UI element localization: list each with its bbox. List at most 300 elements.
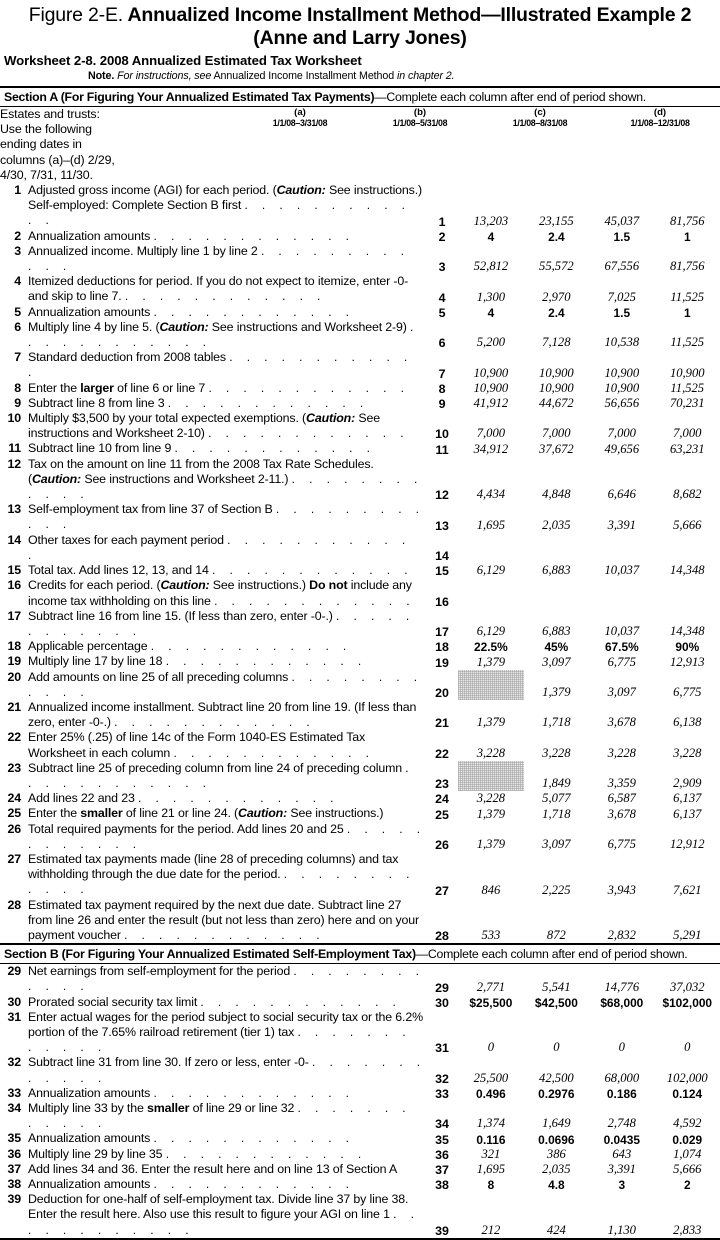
value-cell-a19-d[interactable]: 12,913 [669, 654, 705, 669]
row-number-box: 34 [435, 1117, 449, 1132]
row-line-number: 9 [14, 395, 21, 410]
value-cell-a13-b[interactable]: 2,035 [542, 517, 571, 532]
value-cell-a5-d[interactable]: 1 [683, 305, 691, 320]
row-line-number: 33 [7, 1085, 21, 1100]
value-cell-a15-a[interactable]: 6,129 [476, 563, 506, 578]
row-line-number: 38 [7, 1177, 21, 1192]
row-description-cell [0, 396, 426, 411]
value-cell-a28-d[interactable]: 5,291 [673, 928, 702, 943]
section-a-header [0, 86, 720, 107]
value-cell-a16-b[interactable] [524, 578, 589, 608]
row-number-box: 33 [435, 1087, 449, 1101]
value-cell-b31-a[interactable]: 0 [487, 1040, 495, 1055]
value-cell-a27-a[interactable]: 846 [481, 882, 501, 897]
row-description-cell [0, 1192, 426, 1238]
value-cell-b29-c[interactable]: 14,776 [604, 979, 640, 994]
row-number-box: 27 [435, 883, 449, 898]
value-cell-a3-a[interactable]: 52,812 [473, 259, 509, 274]
value-cell-a6-c[interactable]: 10,538 [604, 335, 640, 350]
note-italic-2: in chapter 2. [396, 70, 455, 82]
value-cell-a21-d[interactable]: 6,138 [673, 715, 702, 730]
row-line-number: 16 [7, 578, 21, 593]
row-description-text: Enter the larger of line 6 or line 7 . . . . . . . . . . . . [28, 380, 410, 395]
row-description-text: Subtract line 25 of preceding column from line 24 of preceding column . . . . . . . . . . . . [28, 760, 415, 790]
row-line-number: 39 [7, 1192, 21, 1207]
row-description-text: Itemized deductions for period. If you do not expect to itemize, enter -0- and skip to line 7. . . . . . . . . . . . . [28, 274, 409, 304]
row-line-number: 19 [7, 654, 21, 669]
value-cell-a8-a[interactable]: 10,900 [473, 380, 509, 395]
value-cell-a1-d[interactable]: 81,756 [669, 213, 705, 228]
row-description-text: Deduction for one-half of self-employment tax. Divide line 37 by line 38. Enter the result here. Also use this result to figure your AGI on line 1 . . . . . . . . . . . . [28, 1192, 420, 1237]
value-cell-b32-a[interactable]: 25,500 [473, 1070, 509, 1085]
column-header-d [600, 107, 720, 183]
value-cell-a26-a[interactable]: 1,379 [476, 836, 506, 851]
worksheet-row [0, 1162, 720, 1177]
column-dates-a: 1/1/08–3/31/08 [272, 118, 328, 128]
value-cell-b30-a[interactable]: $25,500 [469, 995, 513, 1010]
value-cell-a14-c[interactable] [589, 533, 654, 563]
value-cell-a17-a[interactable]: 6,129 [476, 624, 506, 639]
leader-dots: . . . . . . . . . . . . [114, 715, 316, 730]
worksheet-row [0, 411, 720, 441]
leader-dots: . . . . . . . . . . . . [174, 441, 376, 456]
value-cell-b33-d[interactable]: 0.124 [672, 1087, 703, 1101]
row-number-box: 17 [435, 625, 449, 640]
value-cell-b39-a[interactable]: 212 [481, 1222, 501, 1237]
leader-dots: . . . . . . . . . . . . [153, 1177, 355, 1192]
value-cell-a4-b[interactable]: 2,970 [542, 289, 571, 304]
row-description-cell [0, 964, 426, 994]
row-description-text: Add lines 22 and 23 . . . . . . . . . . . . [28, 791, 339, 806]
column-letter-d: (d) [653, 107, 667, 118]
value-cell-a11-b[interactable]: 37,672 [539, 441, 574, 456]
value-cell-a26-d[interactable]: 12,912 [669, 836, 705, 851]
value-cell-a3-d[interactable]: 81,756 [669, 259, 705, 274]
row-number-box: 9 [438, 397, 446, 412]
value-cell-a24-a[interactable]: 3,228 [476, 791, 506, 806]
row-description-text: Tax on the amount on line 11 from the 2008 Tax Rate Schedules. (Caution: See instructions and Worksheet 2-11.) . . . . . . . . . . . . [28, 456, 423, 502]
leader-dots: . . . . . . . . . . . . [28, 1207, 420, 1237]
value-cell-a18-c[interactable]: 67.5% [604, 640, 639, 655]
row-description-cell [0, 1131, 426, 1146]
value-cell-a26-c[interactable]: 6,775 [607, 836, 636, 851]
value-cell-b35-a[interactable]: 0.116 [476, 1132, 506, 1147]
value-cell-b39-d[interactable]: 2,833 [673, 1222, 702, 1237]
row-line-number: 34 [7, 1101, 21, 1115]
value-cell-a9-a[interactable]: 41,912 [473, 396, 509, 411]
value-cell-a17-c[interactable]: 10,037 [604, 624, 640, 639]
value-cell-a7-b[interactable]: 10,900 [539, 365, 574, 380]
section-b-tail: —Complete each column after end of period shown. [415, 947, 688, 962]
value-cell-a9-c[interactable]: 56,656 [604, 396, 640, 411]
title-block [0, 0, 720, 86]
row-description-text: Estimated tax payments made (line 28 of preceding columns) and tax withholding through the due date for the period. . . . . . . . . . . . . [28, 851, 415, 897]
worksheet-label: Worksheet 2-8. 2008 Annualized Estimated Tax Worksheet [4, 53, 362, 68]
row-description-text: Annualized income. Multiply line 1 by line 2 . . . . . . . . . . . . [28, 243, 410, 274]
row-description-text: Subtract line 8 from line 3 . . . . . . . . . . . . [28, 395, 369, 410]
row-description-text: Enter 25% (.25) of line 14c of the Form 1040-ES Estimated Tax Worksheet in each column . . . . . . . . . . . . [28, 730, 375, 760]
leader-dots: . . . . . . . . . . . . [165, 654, 367, 669]
value-cell-a14-d[interactable] [655, 533, 720, 563]
figure-heading-line2: (Anne and Larry Jones) [253, 27, 467, 49]
leader-dots: . . . . . . . . . . . . [214, 593, 415, 608]
worksheet-row [0, 791, 720, 806]
row-description-text: Annualization amounts . . . . . . . . . . . . [28, 228, 355, 243]
value-cell-a10-d[interactable]: 7,000 [673, 426, 702, 441]
value-cell-a11-a[interactable]: 34,912 [473, 441, 509, 456]
worksheet-row [0, 381, 720, 396]
row-number-box: 23 [435, 777, 449, 792]
row-number-box: 6 [438, 336, 446, 351]
value-cell-b37-c[interactable]: 3,391 [607, 1162, 636, 1177]
value-cell-b38-a[interactable]: 8 [487, 1178, 495, 1193]
value-cell-a10-b[interactable]: 7,000 [542, 426, 571, 441]
value-cell-a15-b[interactable]: 6,883 [542, 563, 571, 578]
value-cell-b36-d[interactable]: 1,074 [673, 1146, 702, 1161]
estates-trusts-note [0, 107, 120, 183]
value-cell-a25-a[interactable]: 1,379 [476, 806, 506, 821]
value-cell-b32-d[interactable]: 102,000 [666, 1070, 708, 1085]
row-line-number: 4 [14, 274, 21, 289]
value-cell-a8-c[interactable]: 10,900 [604, 380, 640, 395]
value-cell-b31-d[interactable]: 0 [684, 1040, 691, 1055]
row-description-text: Adjusted gross income (AGI) for each period. (Caution: See instructions.) Self-employed: Complete Section B first . . . . . . . . . . . . [28, 183, 422, 228]
row-description-cell [0, 441, 426, 456]
value-cell-a4-d[interactable]: 11,525 [670, 289, 705, 304]
value-cell-a8-b[interactable]: 10,900 [539, 380, 574, 395]
value-cell-a1-a[interactable]: 13,203 [473, 213, 509, 228]
section-a-tail: —Complete each column after end of period shown. [374, 90, 646, 104]
value-cell-a15-d[interactable]: 14,348 [669, 563, 705, 578]
value-cell-a28-b[interactable]: 872 [546, 928, 566, 943]
row-description-text: Add lines 34 and 36. Enter the result here and on line 13 of Section A [28, 1161, 398, 1176]
value-cell-a27-b[interactable]: 2,225 [542, 882, 571, 897]
value-cell-a12-a[interactable]: 4,434 [476, 487, 506, 502]
value-cell-a10-c[interactable]: 7,000 [607, 426, 636, 441]
value-cell-b32-c[interactable]: 68,000 [604, 1070, 640, 1085]
value-cell-b35-b[interactable]: 0.0696 [538, 1132, 575, 1147]
value-cell-a16-a[interactable] [458, 578, 523, 608]
leader-dots: . . . . . . . . . . . . [28, 502, 425, 532]
column-dates-d: 1/1/08–12/31/08 [630, 118, 690, 128]
value-cell-b30-d[interactable]: $102,000 [662, 995, 713, 1010]
row-number-box: 10 [435, 427, 449, 442]
row-description-text: Subtract line 10 from line 9 . . . . . . . . . . . . [28, 441, 376, 456]
value-cell-a19-a[interactable]: 1,379 [476, 654, 506, 669]
value-cell-a20-a[interactable] [458, 670, 523, 700]
value-cell-a5-c[interactable]: 1.5 [613, 305, 631, 320]
value-cell-a12-c[interactable]: 6,646 [607, 487, 636, 502]
row-description-cell [0, 609, 426, 639]
value-cell-b35-d[interactable]: 0.029 [672, 1132, 703, 1147]
section-b-table [0, 964, 720, 1238]
value-cell-b36-b[interactable]: 386 [546, 1146, 566, 1161]
value-cell-a27-c[interactable]: 3,943 [607, 882, 636, 897]
worksheet-row [0, 1131, 720, 1146]
row-number-box: 4 [438, 290, 446, 305]
value-cell-a22-c[interactable]: 3,228 [607, 745, 636, 760]
value-cell-b33-a[interactable]: 0.496 [476, 1087, 506, 1101]
value-cell-a22-a[interactable]: 3,228 [476, 745, 506, 760]
row-description-text: Annualization amounts . . . . . . . . . . . . [28, 1131, 355, 1146]
value-cell-a28-a[interactable]: 533 [481, 928, 501, 943]
row-line-number: 20 [7, 669, 21, 684]
value-cell-b31-b[interactable]: 0 [553, 1040, 560, 1055]
leader-dots: . . . . . . . . . . . . [153, 1131, 355, 1146]
worksheet-row [0, 563, 720, 578]
note-italic-1: For instructions, see [117, 70, 212, 82]
value-cell-b34-c[interactable]: 2,748 [607, 1116, 636, 1131]
leader-dots: . . . . . . . . . . . . [28, 243, 410, 274]
value-cell-a21-c[interactable]: 3,678 [607, 715, 636, 730]
value-cell-a23-c[interactable]: 3,359 [607, 776, 636, 791]
value-cell-a17-b[interactable]: 6,883 [542, 624, 571, 639]
value-cell-a6-a[interactable]: 5,200 [476, 335, 506, 350]
value-cell-b38-d[interactable]: 2 [683, 1178, 691, 1193]
value-cell-b36-c[interactable]: 643 [612, 1146, 632, 1161]
value-cell-a26-b[interactable]: 3,097 [542, 836, 571, 851]
value-cell-a23-b[interactable]: 1,849 [542, 776, 571, 791]
value-cell-b31-c[interactable]: 0 [618, 1040, 625, 1055]
value-cell-b37-b[interactable]: 2,035 [542, 1162, 571, 1177]
worksheet-row [0, 396, 720, 411]
row-description-cell [0, 730, 426, 760]
value-cell-a7-c[interactable]: 10,900 [604, 365, 640, 380]
row-description-text: Multiply line 17 by line 18 . . . . . . . . . . . . [28, 654, 367, 669]
value-cell-a5-b[interactable]: 2.4 [548, 305, 565, 320]
value-cell-a19-b[interactable]: 3,097 [542, 654, 571, 669]
worksheet-row [0, 898, 720, 944]
worksheet-row [0, 639, 720, 654]
value-cell-a13-d[interactable]: 5,666 [673, 517, 702, 532]
row-description-cell [0, 761, 426, 791]
row-description-text: Subtract line 31 from line 30. If zero or less, enter -0- . . . . . . . . . . . . [28, 1055, 426, 1085]
row-line-number: 31 [7, 1009, 21, 1024]
worksheet-row [0, 995, 720, 1010]
row-number-box: 22 [435, 746, 449, 761]
value-cell-a24-d[interactable]: 6,137 [673, 791, 702, 806]
value-cell-a17-d[interactable]: 14,348 [669, 624, 705, 639]
value-cell-b29-b[interactable]: 5,541 [542, 979, 571, 994]
value-cell-a24-b[interactable]: 5,077 [542, 791, 571, 806]
row-number-box: 21 [435, 716, 449, 731]
value-cell-b38-b[interactable]: 4.8 [548, 1178, 565, 1193]
value-cell-a10-a[interactable]: 7,000 [476, 426, 506, 441]
row-number-box: 37 [435, 1163, 449, 1178]
value-cell-a23-d[interactable]: 2,909 [673, 776, 702, 791]
row-line-number: 13 [7, 502, 21, 517]
value-cell-a6-d[interactable]: 11,525 [670, 335, 705, 350]
row-number-box: 31 [435, 1041, 449, 1056]
value-cell-a8-d[interactable]: 11,525 [670, 380, 705, 395]
row-description-text: Total tax. Add lines 12, 13, and 14 . . . . . . . . . . . . [28, 563, 413, 578]
value-cell-a13-a[interactable]: 1,695 [476, 517, 506, 532]
value-cell-b32-b[interactable]: 42,500 [539, 1070, 574, 1085]
row-description-text: Add amounts on line 25 of all preceding columns . . . . . . . . . . . . [28, 669, 423, 699]
leader-dots: . . . . . . . . . . . . [28, 608, 415, 638]
worksheet-row [0, 274, 720, 304]
value-cell-a3-c[interactable]: 67,556 [604, 259, 640, 274]
value-cell-a19-c[interactable]: 6,775 [607, 654, 636, 669]
value-cell-b30-c[interactable]: $68,000 [600, 995, 644, 1010]
value-cell-a2-c[interactable]: 1.5 [613, 229, 631, 244]
worksheet-row [0, 305, 720, 320]
row-description-cell [0, 411, 426, 441]
leader-dots: . . . . . . . . . . . . [28, 319, 419, 350]
value-cell-a5-a[interactable]: 4 [487, 305, 495, 320]
value-cell-a16-d[interactable] [655, 578, 720, 608]
row-description-cell [0, 1162, 426, 1177]
value-cell-a24-c[interactable]: 6,587 [607, 791, 636, 806]
row-description-cell [0, 700, 426, 730]
row-line-number: 6 [14, 319, 21, 334]
row-description-text: Prorated social security tax limit . . . . . . . . . . . . [28, 994, 402, 1009]
row-description-text: Total required payments for the period. Add lines 20 and 25 . . . . . . . . . . . . [28, 821, 426, 851]
row-description-cell [0, 183, 426, 229]
row-number-box: 12 [435, 488, 449, 503]
worksheet-row [0, 229, 720, 244]
value-cell-a21-a[interactable]: 1,379 [476, 715, 506, 730]
value-cell-a12-b[interactable]: 4,848 [542, 487, 571, 502]
estates-line-2: 4/30, 7/31, 11/30. [0, 167, 93, 182]
value-cell-a28-c[interactable]: 2,832 [607, 928, 636, 943]
value-cell-b34-a[interactable]: 1,374 [476, 1116, 506, 1131]
value-cell-b29-d[interactable]: 37,032 [669, 979, 705, 994]
value-cell-b34-d[interactable]: 4,592 [673, 1116, 702, 1131]
worksheet-row [0, 320, 720, 350]
row-line-number: 15 [7, 563, 21, 578]
value-cell-b37-d[interactable]: 5,666 [673, 1162, 702, 1177]
row-number-box: 39 [435, 1223, 449, 1238]
leader-dots: . . . . . . . . . . . . [28, 964, 425, 994]
row-line-number: 35 [7, 1131, 21, 1146]
worksheet-row [0, 852, 720, 898]
value-cell-a22-d[interactable]: 3,228 [673, 745, 702, 760]
row-number-box: 38 [435, 1178, 449, 1193]
section-b-label: Section B (For Figuring Your Annualized Estimated Self-Employment Tax) [4, 947, 416, 962]
row-description-text: Net earnings from self-employment for the period . . . . . . . . . . . . [28, 964, 425, 994]
value-cell-a18-d[interactable]: 90% [675, 640, 700, 655]
value-cell-a9-b[interactable]: 44,672 [539, 396, 574, 411]
worksheet-row [0, 964, 720, 994]
row-description-cell [0, 1055, 426, 1085]
value-cell-a4-c[interactable]: 7,025 [607, 289, 636, 304]
value-cell-b39-c[interactable]: 1,130 [607, 1222, 636, 1237]
value-cell-b34-b[interactable]: 1,649 [542, 1116, 571, 1131]
value-cell-a27-d[interactable]: 7,621 [673, 882, 702, 897]
value-cell-a25-d[interactable]: 6,137 [673, 806, 702, 821]
row-number-box: 18 [435, 640, 449, 655]
value-cell-a22-b[interactable]: 3,228 [542, 745, 571, 760]
value-cell-a2-d[interactable]: 1 [683, 229, 691, 244]
row-number-box: 26 [435, 837, 449, 852]
column-header-table [0, 107, 720, 183]
value-cell-a3-b[interactable]: 55,572 [539, 259, 574, 274]
value-cell-a13-c[interactable]: 3,391 [607, 517, 636, 532]
value-cell-a25-c[interactable]: 3,678 [607, 806, 636, 821]
value-cell-a11-d[interactable]: 63,231 [669, 441, 705, 456]
column-header-c [480, 107, 600, 183]
value-cell-a20-c[interactable]: 3,097 [607, 684, 636, 699]
worksheet-row [0, 1147, 720, 1162]
value-cell-b29-a[interactable]: 2,771 [476, 979, 506, 994]
row-description-cell [0, 654, 426, 669]
worksheet-row [0, 761, 720, 791]
value-cell-a16-c[interactable] [589, 578, 654, 608]
row-description-text: Multiply line 29 by line 35 . . . . . . . . . . . . [28, 1146, 367, 1161]
value-cell-a12-d[interactable]: 8,682 [673, 487, 702, 502]
value-cell-a1-b[interactable]: 23,155 [539, 213, 574, 228]
figure-label: Figure 2-E. [28, 4, 123, 26]
value-cell-a11-c[interactable]: 49,656 [604, 441, 640, 456]
row-line-number: 28 [7, 897, 21, 912]
worksheet-row [0, 609, 720, 639]
column-header-b [360, 107, 480, 183]
row-number-box: 2 [438, 229, 446, 244]
worksheet-row [0, 1086, 720, 1101]
value-cell-b38-c[interactable]: 3 [618, 1178, 626, 1193]
worksheet-row [0, 350, 720, 380]
row-number-box: 36 [435, 1147, 449, 1162]
value-cell-a2-a[interactable]: 4 [487, 229, 495, 244]
row-number-box: 32 [435, 1071, 449, 1086]
row-line-number: 2 [14, 228, 21, 243]
value-cell-a1-c[interactable]: 45,037 [604, 213, 640, 228]
value-cell-b37-a[interactable]: 1,695 [476, 1162, 506, 1177]
value-cell-a2-b[interactable]: 2.4 [548, 229, 565, 244]
row-number-box: 13 [435, 518, 449, 533]
column-letter-a: (a) [294, 107, 306, 118]
value-cell-b30-b[interactable]: $42,500 [534, 995, 578, 1010]
value-cell-b33-b[interactable]: 0.2976 [538, 1087, 575, 1101]
value-cell-a14-b[interactable] [524, 533, 589, 563]
worksheet-row [0, 1010, 720, 1056]
value-cell-b36-a[interactable]: 321 [481, 1146, 501, 1161]
row-number-box: 15 [435, 564, 449, 579]
value-cell-a23-a[interactable] [458, 761, 523, 791]
value-cell-a21-b[interactable]: 1,718 [542, 715, 571, 730]
value-cell-a14-a[interactable] [458, 533, 523, 563]
row-description-text: Standard deduction from 2008 tables . . . . . . . . . . . . [28, 350, 413, 380]
leader-dots: . . . . . . . . . . . . [137, 791, 339, 806]
value-cell-a6-b[interactable]: 7,128 [542, 335, 571, 350]
value-cell-a18-a[interactable]: 22.5% [474, 640, 508, 655]
value-cell-a7-d[interactable]: 10,900 [669, 365, 705, 380]
worksheet-row [0, 654, 720, 669]
row-description-cell [0, 806, 426, 821]
value-cell-b39-b[interactable]: 424 [546, 1222, 566, 1237]
leader-dots: . . . . . . . . . . . . [208, 426, 409, 441]
value-cell-a7-a[interactable]: 10,900 [473, 365, 509, 380]
row-number-box: 16 [435, 594, 449, 609]
note-plain: Annualized Income Installment Method [213, 70, 395, 82]
value-cell-b35-c[interactable]: 0.0435 [603, 1132, 640, 1147]
value-cell-a4-a[interactable]: 1,300 [476, 289, 506, 304]
row-description-cell [0, 533, 426, 563]
value-cell-a20-d[interactable]: 6,775 [673, 684, 702, 699]
row-number-box: 30 [435, 995, 449, 1010]
value-cell-a9-d[interactable]: 70,231 [669, 396, 705, 411]
value-cell-a20-b[interactable]: 1,379 [542, 684, 571, 699]
value-cell-a25-b[interactable]: 1,718 [542, 806, 571, 821]
leader-dots: . . . . . . . . . . . . [150, 639, 352, 654]
row-description-cell [0, 381, 426, 396]
value-cell-b33-c[interactable]: 0.186 [606, 1087, 637, 1101]
worksheet-row [0, 1101, 720, 1131]
value-cell-a15-c[interactable]: 10,037 [604, 563, 640, 578]
value-cell-a18-b[interactable]: 45% [544, 640, 569, 655]
leader-dots: . . . . . . . . . . . . [153, 304, 355, 319]
